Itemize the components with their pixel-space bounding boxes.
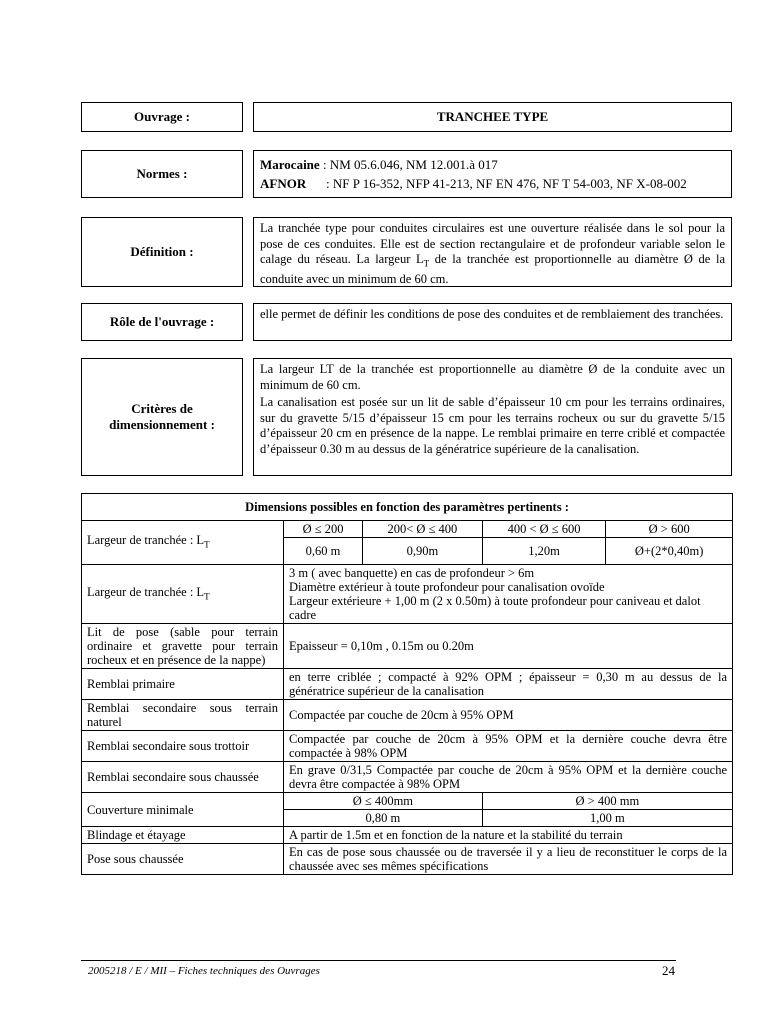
lit-de-pose-value: Epaisseur = 0,10m , 0.15m ou 0.20m: [284, 624, 733, 669]
normes-content: [253, 150, 732, 198]
remblai-naturel-label: Remblai secondaire sous terrain naturel: [82, 700, 284, 731]
remblai-chaussee-label: Remblai secondaire sous chaussée: [82, 762, 284, 793]
page-number: 24: [662, 963, 675, 978]
table-title-row: [82, 494, 733, 521]
diam-value: 1,20m: [482, 538, 606, 565]
pose-chaussee-value: En cas de pose sous chaussée ou de traversée il y a lieu de reconstituer le corps de la chaussée avec ses mêmes spécifications: [284, 844, 733, 875]
lit-de-pose-label: Lit de pose (sable pour terrain ordinaire et gravette pour terrain rocheux et en présence de la nappe): [82, 624, 284, 669]
ouvrage-title: TRANCHEE TYPE: [253, 102, 732, 132]
footer-text: 2005218 / E / MII – Fiches techniques des Ouvrages: [88, 965, 320, 977]
couverture-value: 1,00 m: [482, 810, 732, 827]
normes-marocaine: Marocaine : NM 05.6.046, NM 12.001.à 017: [260, 157, 498, 172]
remblai-primaire-value: en terre criblée ; compacté à 92% OPM ; épaisseur = 0,30 m au dessus de la génératrice supérieur de la canalisation: [284, 669, 733, 700]
remblai-trottoir-label: Remblai secondaire sous trottoir: [82, 731, 284, 762]
dimensions-table: [81, 493, 733, 875]
diam-header: Ø > 600: [606, 521, 733, 538]
normes-label: Normes :: [81, 150, 243, 198]
table-title: Dimensions possibles en fonction des paramètres pertinents :: [82, 494, 733, 521]
criteres-label: Critères de dimensionnement :: [81, 358, 243, 476]
remblai-primaire-label: Remblai primaire: [82, 669, 284, 700]
couverture-value: 0,80 m: [284, 810, 483, 827]
blindage-label: Blindage et étayage: [82, 827, 284, 844]
couverture-header: Ø ≤ 400mm: [284, 793, 483, 810]
largeur-value: 3 m ( avec banquette) en cas de profondeur > 6m Diamètre extérieur à toute profondeur pour canalisation ovoïde Largeur extérieure + 1,00 m (2 x 0.50m) à toute profondeur pour caniveau et dalot cadre: [284, 565, 733, 624]
remblai-trottoir-value: Compactée par couche de 20cm à 95% OPM et la dernière couche devra être compactée à 98% OPM: [284, 731, 733, 762]
definition-text: La tranchée type pour conduites circulaires est une ouverture réalisée dans le sol pour la pose de ces conduites. Elle est de section rectangulaire et de profondeur variable selon le calage du réseau. La largeur $L_T$ de la tranchée est proportionnelle au diamètre Ø de la conduite avec un minimum de 60 cm.: [253, 217, 732, 287]
table-row: [82, 793, 733, 810]
largeur-label: Largeur de tranchée : $L_T$: [82, 521, 284, 565]
table-row: [82, 624, 733, 669]
table-row: [82, 844, 733, 875]
definition-label: Définition :: [81, 217, 243, 287]
couverture-label: Couverture minimale: [82, 793, 284, 827]
diam-header: Ø ≤ 200: [284, 521, 363, 538]
table-row: [82, 669, 733, 700]
table-row: [82, 521, 733, 538]
diam-header: 400 < Ø ≤ 600: [482, 521, 606, 538]
criteres-paragraph-2: La canalisation est posée sur un lit de sable d’épaisseur 10 cm pour les terrains ordinaires, sur du gravette 5/15 d’épaisseur 15 cm pour les terrains rocheux ou sur du gravette 5/15 d’épaisseur 20 cm en présence de la nappe. Le remblai primaire en terre criblé et compactée d’épaisseur 0.30 m au dessus de la génératrice supérieure de la canalisation.: [260, 395, 725, 456]
table-row: [82, 762, 733, 793]
table-row: [82, 827, 733, 844]
pose-chaussee-label: Pose sous chaussée: [82, 844, 284, 875]
table-row: [82, 731, 733, 762]
table-row: [82, 700, 733, 731]
criteres-text: [253, 358, 732, 476]
largeur-label: Largeur de tranchée : $L_T$: [82, 565, 284, 624]
remblai-naturel-value: Compactée par couche de 20cm à 95% OPM: [284, 700, 733, 731]
criteres-paragraph-1: La largeur LT de la tranchée est proportionnelle au diamètre Ø de la conduite avec un minimum de 60 cm.: [260, 362, 725, 392]
remblai-chaussee-value: En grave 0/31,5 Compactée par couche de 20cm à 95% OPM et la dernière couche devra être compactée à 98% OPM: [284, 762, 733, 793]
role-label: Rôle de l'ouvrage :: [81, 303, 243, 341]
normes-afnor: AFNOR : NF P 16-352, NFP 41-213, NF EN 476, NF T 54-003, NF X-08-002: [260, 176, 687, 191]
diam-value: Ø+(2*0,40m): [606, 538, 733, 565]
ouvrage-label: Ouvrage :: [81, 102, 243, 132]
diam-header: 200< Ø ≤ 400: [363, 521, 483, 538]
blindage-value: A partir de 1.5m et en fonction de la nature et la stabilité du terrain: [284, 827, 733, 844]
diam-value: 0,60 m: [284, 538, 363, 565]
role-text: elle permet de définir les conditions de pose des conduites et de remblaiement des tranchées.: [253, 303, 732, 341]
couverture-header: Ø > 400 mm: [482, 793, 732, 810]
diam-value: 0,90m: [363, 538, 483, 565]
table-row: [82, 565, 733, 624]
footer-divider: [81, 960, 676, 961]
